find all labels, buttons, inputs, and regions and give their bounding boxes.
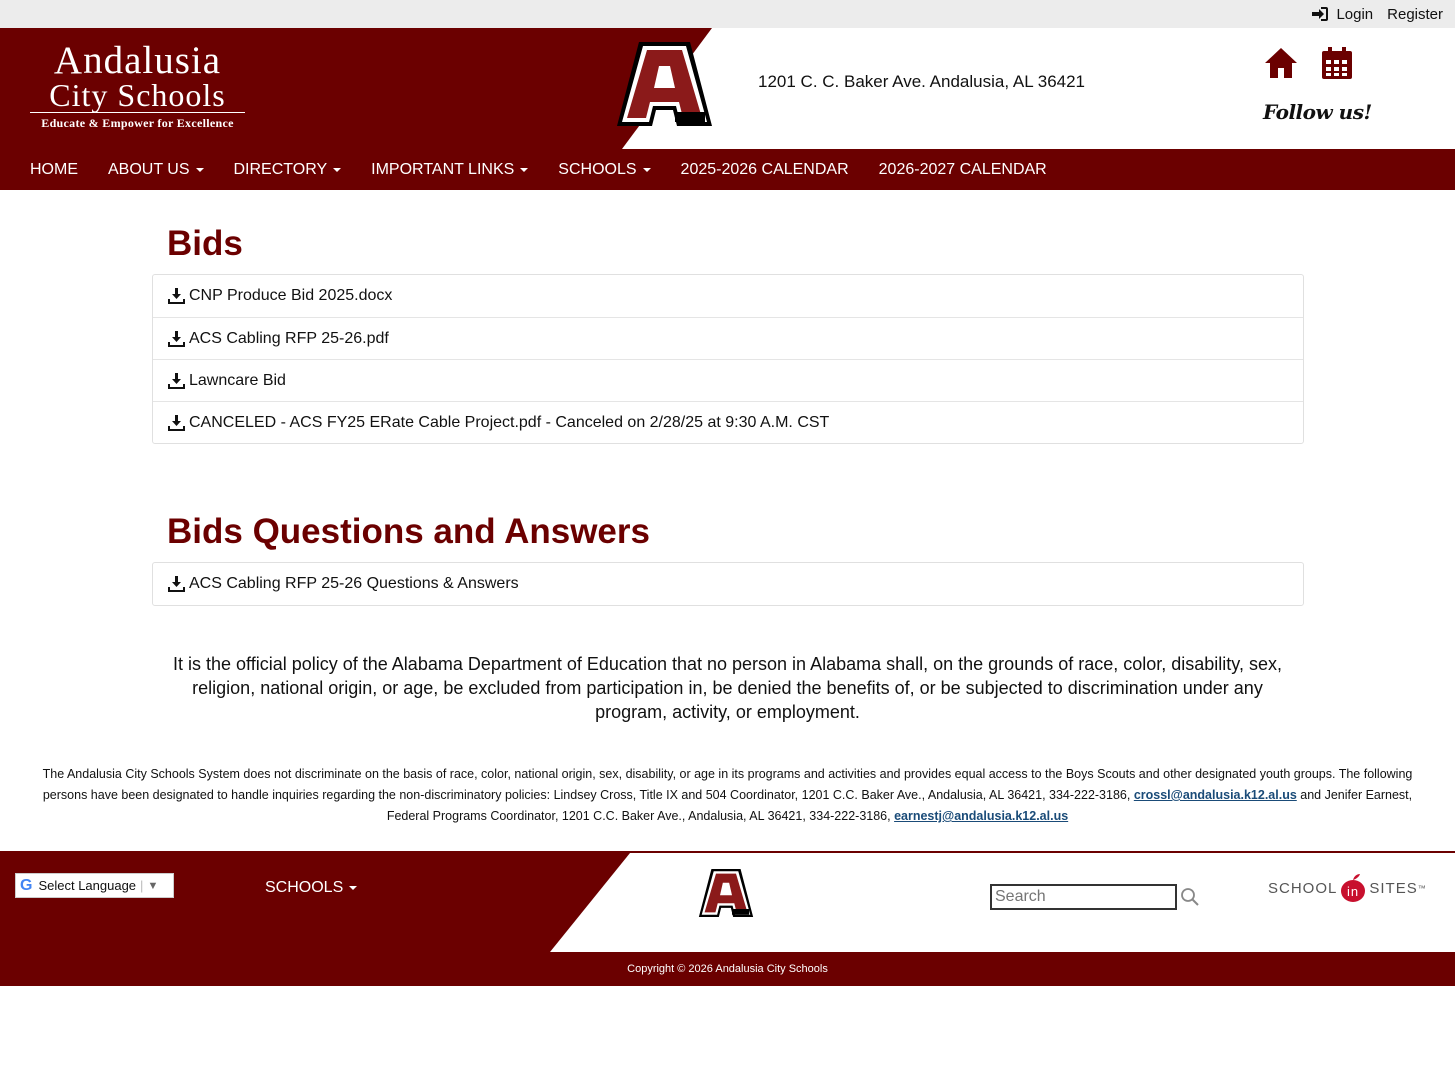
bid-file-link[interactable] bbox=[153, 317, 1303, 359]
site-header bbox=[0, 28, 1455, 149]
caret-down-icon bbox=[349, 886, 357, 890]
ade-policy-statement: It is the official policy of the Alabama Department of Education that no person in Alabama shall, on the grounds of race, color, disability, sex, religion, national origin, or age, be excluded from participation in, be denied the benefits of, or be subjected to discrimination under any program, activity, or employment. bbox=[173, 654, 1282, 722]
brand-tm: ™ bbox=[1417, 883, 1427, 893]
download-icon bbox=[168, 288, 185, 304]
bids-heading: Bids bbox=[167, 224, 243, 263]
cross-email-link[interactable]: crossl@andalusia.k12.al.us bbox=[1133, 788, 1297, 802]
divider: | bbox=[140, 878, 144, 893]
nav-label: SCHOOLS bbox=[558, 160, 637, 178]
caret-down-icon bbox=[643, 168, 651, 172]
nav-important-links[interactable] bbox=[371, 161, 528, 179]
main-content bbox=[152, 222, 1304, 606]
brand-right: SITES bbox=[1369, 879, 1418, 897]
main-nav bbox=[0, 149, 1455, 190]
bid-file-link[interactable] bbox=[153, 401, 1303, 443]
footer-maroon-panel bbox=[0, 853, 630, 952]
nav-home[interactable] bbox=[30, 161, 78, 179]
district-address: 1201 C. C. Baker Ave. Andalusia, AL 36421 bbox=[758, 72, 1086, 91]
follow-us-label: Follow us! bbox=[1263, 100, 1372, 124]
calendar-icon[interactable] bbox=[1320, 46, 1354, 80]
account-links bbox=[1312, 0, 1443, 28]
schoolinsites-logo[interactable] bbox=[1268, 873, 1427, 903]
logo-line-1: Andalusia bbox=[53, 39, 222, 82]
bulldogs-a-logo-small bbox=[698, 869, 754, 917]
login-link[interactable] bbox=[1312, 6, 1373, 23]
logo-line-2: City Schools bbox=[30, 80, 245, 113]
caret-down-icon bbox=[196, 168, 204, 172]
bulldogs-a-logo bbox=[617, 42, 712, 126]
nav-calendar-2025-2026[interactable] bbox=[681, 161, 849, 179]
bid-file-link[interactable] bbox=[153, 359, 1303, 401]
nav-label: IMPORTANT LINKS bbox=[371, 160, 515, 178]
nav-calendar-2026-2027[interactable] bbox=[879, 161, 1047, 179]
logo-tagline: Educate & Empower for Excellence bbox=[41, 116, 234, 130]
header-icons bbox=[1264, 46, 1354, 80]
site-footer bbox=[0, 851, 1455, 952]
utility-bar bbox=[0, 0, 1455, 28]
login-label: Login bbox=[1336, 5, 1374, 23]
notice-text-2: and Jenifer Earnest, Federal Programs Coordinator, 1201 C.C. Baker Ave., Andalusia, AL 36421, 334-222-3186, bbox=[386, 788, 1413, 823]
district-logo[interactable] bbox=[30, 39, 245, 131]
footer-diagonal bbox=[550, 853, 630, 952]
notice-text-1: The Andalusia City Schools System does not discriminate on the basis of race, color, national origin, sex, disability, or age in its programs and activities and provides equal access to the Boys Scouts and other designated youth groups. The following persons have been designated to handle inquiries regarding the non-discriminatory policies: Lindsey Cross, Title IX and 504 Coordinator, 1201 C.C. Baker Ave., Andalusia, AL 36421, 334-222-3186, bbox=[42, 767, 1413, 802]
nav-schools[interactable] bbox=[558, 161, 650, 179]
brand-in: in bbox=[1347, 884, 1360, 899]
dropdown-arrow-icon: ▼ bbox=[147, 879, 159, 892]
search-icon[interactable] bbox=[1180, 887, 1200, 907]
footer-schools-menu[interactable] bbox=[265, 879, 357, 897]
language-select[interactable] bbox=[15, 873, 174, 898]
language-label: Select Language bbox=[38, 878, 137, 893]
file-label: Lawncare Bid bbox=[189, 371, 286, 389]
caret-down-icon bbox=[333, 168, 341, 172]
search-input[interactable] bbox=[990, 884, 1177, 910]
brand-left: SCHOOL bbox=[1268, 879, 1338, 897]
footer-schools-label: SCHOOLS bbox=[265, 879, 344, 896]
nav-directory[interactable] bbox=[234, 161, 342, 179]
file-label: ACS Cabling RFP 25-26.pdf bbox=[189, 329, 389, 347]
nav-label: 2025-2026 CALENDAR bbox=[680, 160, 849, 178]
bid-file-link[interactable] bbox=[153, 275, 1303, 317]
qa-file-link[interactable] bbox=[153, 563, 1303, 605]
nav-label: ABOUT US bbox=[108, 160, 190, 178]
download-icon bbox=[168, 331, 185, 347]
home-icon[interactable] bbox=[1264, 46, 1298, 80]
bids-file-list bbox=[152, 274, 1304, 444]
apple-icon bbox=[1339, 873, 1367, 903]
file-label: CNP Produce Bid 2025.docx bbox=[189, 287, 393, 304]
google-g-icon: G bbox=[20, 876, 33, 894]
nav-about-us[interactable] bbox=[108, 161, 204, 179]
nav-label: DIRECTORY bbox=[233, 160, 328, 178]
copyright-bar bbox=[0, 952, 1455, 986]
download-icon bbox=[168, 576, 185, 592]
file-label: ACS Cabling RFP 25-26 Questions & Answers bbox=[189, 575, 519, 592]
nav-label: 2026-2027 CALENDAR bbox=[878, 160, 1047, 178]
file-label: CANCELED - ACS FY25 ERate Cable Project.pdf - Canceled on 2/28/25 at 9:30 A.M. CST bbox=[189, 413, 830, 431]
copyright-text: Copyright © 2026 Andalusia City Schools bbox=[627, 963, 828, 975]
register-link[interactable]: Register bbox=[1387, 5, 1443, 23]
sign-in-icon bbox=[1312, 7, 1328, 21]
nondiscrimination-notice bbox=[20, 764, 1435, 827]
earnest-email-link[interactable]: earnestj@andalusia.k12.al.us bbox=[894, 809, 1069, 823]
qa-heading: Bids Questions and Answers bbox=[167, 512, 650, 551]
download-icon bbox=[168, 373, 185, 389]
download-icon bbox=[168, 415, 185, 431]
nav-label: HOME bbox=[30, 160, 78, 178]
caret-down-icon bbox=[520, 168, 528, 172]
qa-file-list bbox=[152, 562, 1304, 606]
